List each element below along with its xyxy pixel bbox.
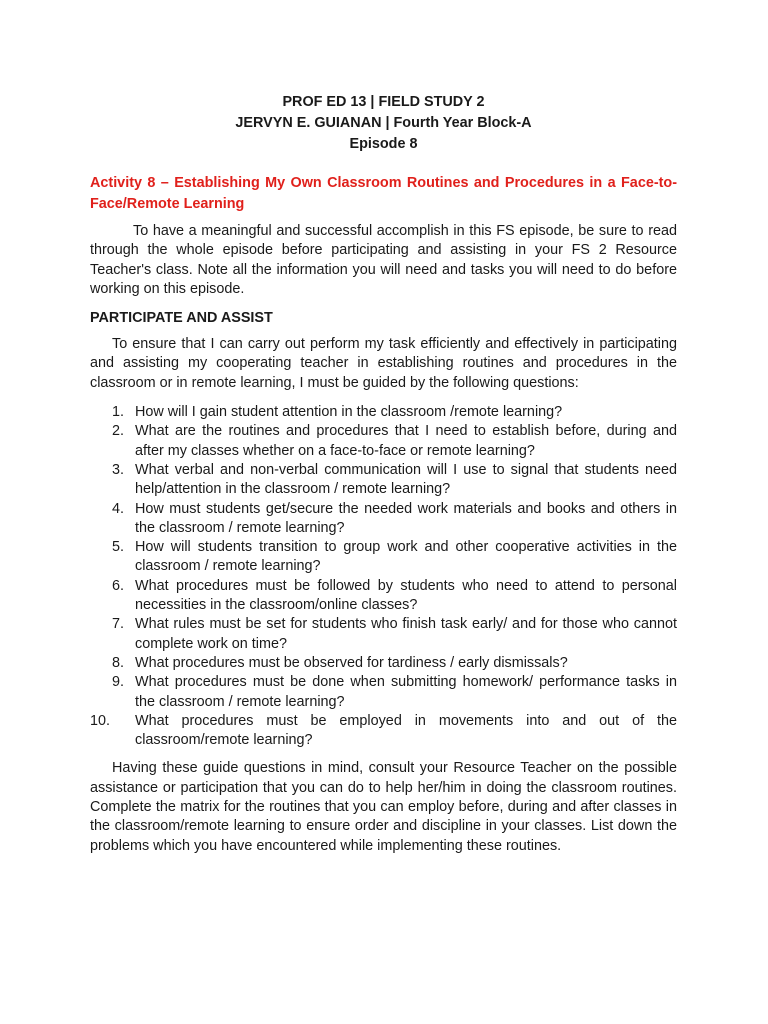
list-number: 7. [112, 616, 125, 633]
list-item [90, 712, 677, 751]
list-item [90, 654, 677, 673]
question-text: What are the routines and procedures that I need to establish before, during and after my classes whether on a face-to-face or remote learning? [135, 423, 677, 459]
list-number: 6. [112, 577, 125, 594]
list-number: 5. [112, 539, 125, 556]
question-text: What procedures must be done when submitting homework/ performance tasks in the classroom / remote learning? [135, 674, 677, 710]
guide-questions-list [90, 403, 677, 750]
list-number: 10. [90, 712, 111, 729]
list-number: 4. [112, 500, 125, 517]
list-item [90, 403, 677, 422]
list-number: 8. [112, 654, 125, 671]
list-number: 2. [112, 423, 125, 440]
student-name-line: JERVYN E. GUIANAN | Fourth Year Block-A [235, 115, 532, 131]
list-item [90, 577, 677, 616]
question-text: How will I gain student attention in the classroom /remote learning? [135, 404, 563, 421]
closing-paragraph: Having these guide questions in mind, consult your Resource Teacher on the possible assistance or participation that you can do to help her/him in doing the classroom routines. Complete the matrix for the routines that you can employ before, during and after classes in the classroom/remote learning to ensure order and discipline in your classes. List down the problems which you have encountered while implementing these routines. [90, 760, 677, 854]
section-heading: PARTICIPATE AND ASSIST [90, 310, 273, 327]
list-item [90, 538, 677, 577]
list-item [90, 461, 677, 500]
question-text: What procedures must be followed by students who need to attend to personal necessities in the classroom/online classes? [135, 577, 677, 614]
question-text: What procedures must be observed for tardiness / early dismissals? [135, 654, 568, 671]
course-title: PROF ED 13 | FIELD STUDY 2 [282, 94, 485, 110]
episode-title: Episode 8 [349, 136, 418, 152]
question-text: What rules must be set for students who finish task early/ and for those who cannot complete work on time? [135, 616, 677, 652]
activity-title: Activity 8 – Establishing My Own Classroom Routines and Procedures in a Face-to-Face/Remote Learning [90, 175, 677, 212]
document-header [90, 92, 677, 155]
list-item [90, 422, 677, 461]
list-number: 3. [112, 461, 125, 478]
list-number: 9. [112, 674, 125, 691]
list-item [90, 500, 677, 539]
question-text: How will students transition to group work and other cooperative activities in the classroom / remote learning? [135, 539, 677, 575]
guide-paragraph: To ensure that I can carry out perform my task efficiently and effectively in participating and assisting my cooperating teacher in establishing routines and procedures in the classroom or in remote learning, I must be guided by the following questions: [90, 336, 677, 391]
document-page [90, 92, 677, 856]
question-text: What verbal and non-verbal communication will I use to signal that students need help/attention in the classroom / remote learning? [135, 461, 677, 498]
list-item [90, 673, 677, 712]
list-number: 1. [112, 404, 125, 421]
list-item [90, 615, 677, 654]
question-text: What procedures must be employed in movements into and out of the classroom/remote learning? [135, 712, 677, 749]
question-text: How must students get/secure the needed work materials and books and others in the classroom / remote learning? [135, 500, 677, 536]
intro-paragraph: To have a meaningful and successful accomplish in this FS episode, be sure to read through the whole episode before participating and assisting in your FS 2 Resource Teacher's class. Note all the information you will need and tasks you will need to do before working on this episode. [90, 223, 677, 297]
